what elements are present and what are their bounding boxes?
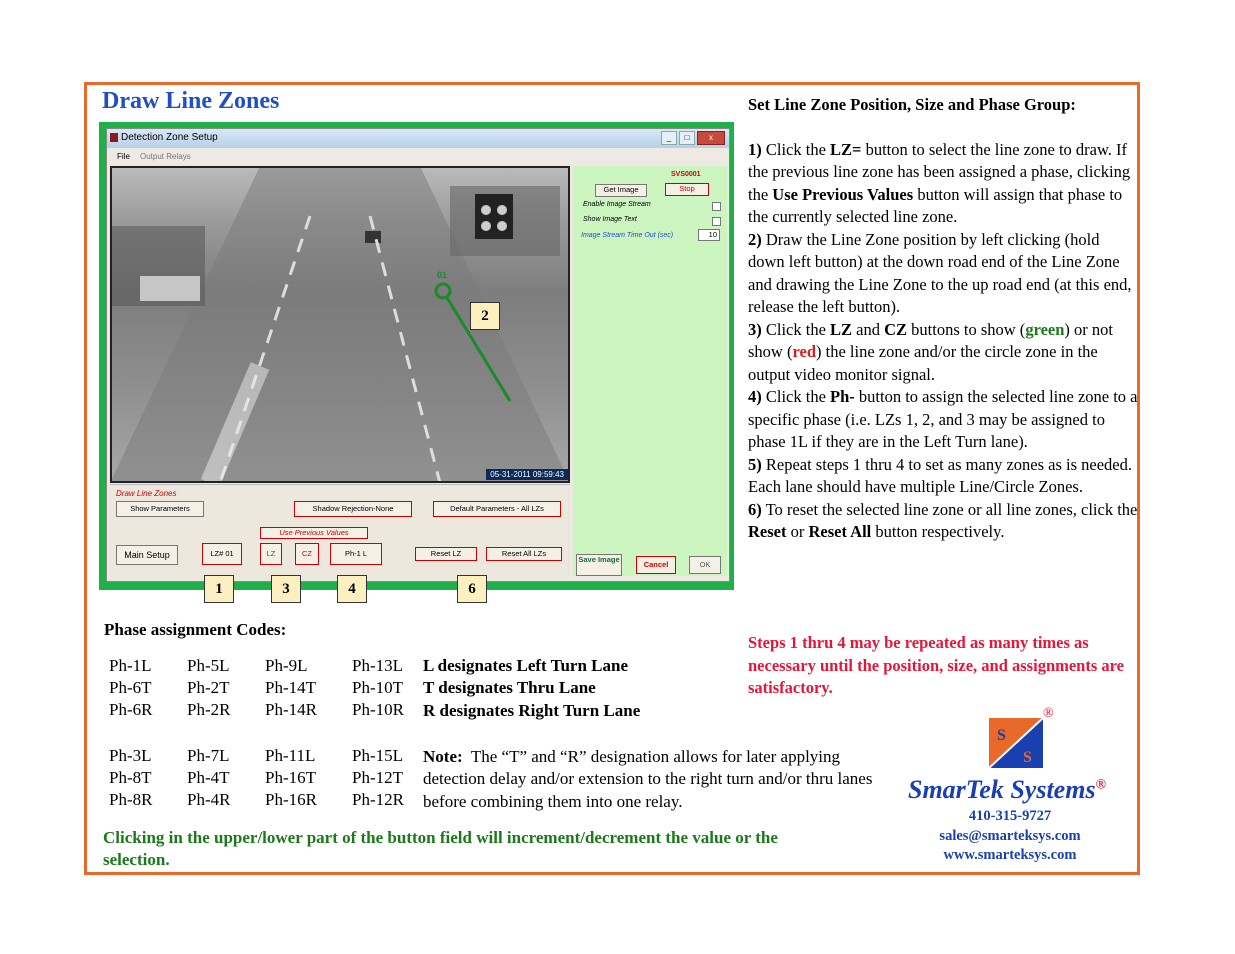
show-parameters-button[interactable]: Show Parameters [116,501,204,517]
callout-1: 1 [204,575,234,603]
cz-toggle-button[interactable]: CZ [295,543,319,565]
default-parameters-button[interactable]: Default Parameters - All LZs [433,501,561,517]
code: Ph-15L [352,746,403,765]
step-5: 5) Repeat steps 1 thru 4 to set as many zones as is needed. Each lane should have multiple Line/Circle Zones. [748,454,1132,496]
repeat-note: Steps 1 thru 4 may be repeated as many times as necessary until the position, size, and assignments are satisfactory. [748,633,1125,697]
designation-note: Note: The “T” and “R” designation allows for later applying detection delay and/or extension to the right turn and/or thru lanes before combining them into one relay. [423,747,873,811]
code: Ph-16R [265,790,317,809]
code: Ph-3L [109,746,152,765]
save-image-button[interactable]: Save Image [576,554,622,576]
phase-button[interactable]: Ph-1 L [330,543,382,565]
window-titlebar [107,129,729,148]
menu-file[interactable]: File [117,152,130,161]
menu-output-relays[interactable]: Output Relays [140,152,191,161]
code: Ph-10T [352,678,403,697]
code: Ph-14T [265,678,316,697]
instructions [748,94,1138,544]
code: Ph-9L [265,656,308,675]
code: Ph-5L [187,656,230,675]
code: Ph-11L [265,746,316,765]
step-1: 1) Click the LZ= button to select the line zone to draw. If the previous line zone has been assigned a phase, clicking the Use Previous Values button will assign that phase to the currently selected line zone. [748,139,1131,226]
code: Ph-6T [109,678,152,697]
callout-2: 2 [470,302,500,330]
company-name: SmarTek Systems® [908,775,1107,804]
video-feed[interactable] [110,166,570,483]
step-2: 2) Draw the Line Zone position by left clicking (hold down left button) at the down road end of the Line Zone and drawing the Line Zone to the up road end (at this end, release the left button). [748,229,1132,316]
callout-6: 6 [457,575,487,603]
code: Ph-2T [187,678,230,697]
reset-all-lzs-button[interactable]: Reset All LZs [486,547,562,561]
enable-image-stream-checkbox[interactable] [712,202,721,211]
company-email[interactable]: sales@smarteksys.com [939,828,1081,844]
code: Ph-12R [352,790,404,809]
lz-number-button[interactable]: LZ# 01 [202,543,242,565]
code: Ph-4T [187,768,230,787]
logo-registered-mark: ® [1043,706,1054,721]
code: Ph-6R [109,700,153,719]
callout-3: 3 [271,575,301,603]
code: Ph-14R [265,700,317,719]
lz-toggle-button[interactable]: LZ [260,543,282,565]
code: Ph-10R [352,700,404,719]
draw-line-zones-label: Draw Line Zones [116,489,177,498]
legend-left-turn: L designates Left Turn Lane [423,656,628,675]
maximize-button[interactable]: □ [679,131,695,145]
app-icon [110,133,118,142]
instructions-heading: Set Line Zone Position, Size and Phase Group: [748,95,1076,114]
video-frame [110,166,570,483]
code: Ph-4R [187,790,231,809]
smartek-logo [989,718,1043,768]
code: Ph-13L [352,656,403,675]
show-image-text-checkbox[interactable] [712,217,721,226]
shadow-rejection-button[interactable]: Shadow Rejection-None [294,501,412,517]
code: Ph-8R [109,790,153,809]
step-4: 4) Click the Ph- button to assign the selected line zone to a specific phase (i.e. LZs 1, 2, and 3 may be assigned to phase 1L if they are in the Left Turn lane). [748,387,1138,451]
use-previous-values-button[interactable]: Use Previous Values [260,527,368,539]
legend-right-turn: R designates Right Turn Lane [423,701,641,720]
logo-letter: S [997,727,1006,744]
code: Ph-1L [109,656,152,675]
main-setup-button[interactable]: Main Setup [116,545,178,565]
enable-image-stream-label: Enable Image Stream [583,201,651,208]
video-timestamp: 05-31-2011 09:59:43 [486,469,568,480]
timeout-label: Image Stream Time Out (sec) [581,232,674,239]
step-3: 3) Click the LZ and CZ buttons to show (green) or not show (red) the line zone and/or the circle zone in the output video monitor signal. [748,319,1113,384]
code: Ph-12T [352,768,403,787]
step-6: 6) To reset the selected line zone or all line zones, click the Reset or Reset All button respectively. [748,499,1138,541]
menu-bar [107,149,729,163]
window-title: Detection Zone Setup [121,132,218,143]
code: Ph-7L [187,746,230,765]
close-button[interactable]: x [697,131,725,145]
ok-button[interactable]: OK [689,556,721,574]
timeout-input[interactable]: 10 [698,229,720,241]
logo-letter: S [1023,749,1032,766]
code: Ph-2R [187,700,231,719]
code: Ph-16T [265,768,316,787]
show-image-text-label: Show Image Text [583,216,637,223]
zone-label: 01 [437,270,448,280]
footer-note: Clicking in the upper/lower part of the button field will increment/decrement the value or the selection. [103,828,778,869]
company-website[interactable]: www.smarteksys.com [943,847,1077,863]
reset-lz-button[interactable]: Reset LZ [415,547,477,561]
camera-id: SVS0001 [671,171,701,178]
phase-codes-title: Phase assignment Codes: [104,620,287,639]
company-phone: 410-315-9727 [968,808,1052,824]
minimize-button[interactable]: _ [661,131,677,145]
cancel-button[interactable]: Cancel [636,556,676,574]
get-image-button[interactable]: Get Image [595,184,647,197]
legend-thru: T designates Thru Lane [423,678,596,697]
control-panel [573,166,727,576]
detection-zone-window [106,128,730,582]
callout-4: 4 [337,575,367,603]
stop-button[interactable]: Stop [665,183,709,196]
code: Ph-8T [109,768,152,787]
line-zone-controls [110,484,570,580]
page-title: Draw Line Zones [102,88,280,114]
